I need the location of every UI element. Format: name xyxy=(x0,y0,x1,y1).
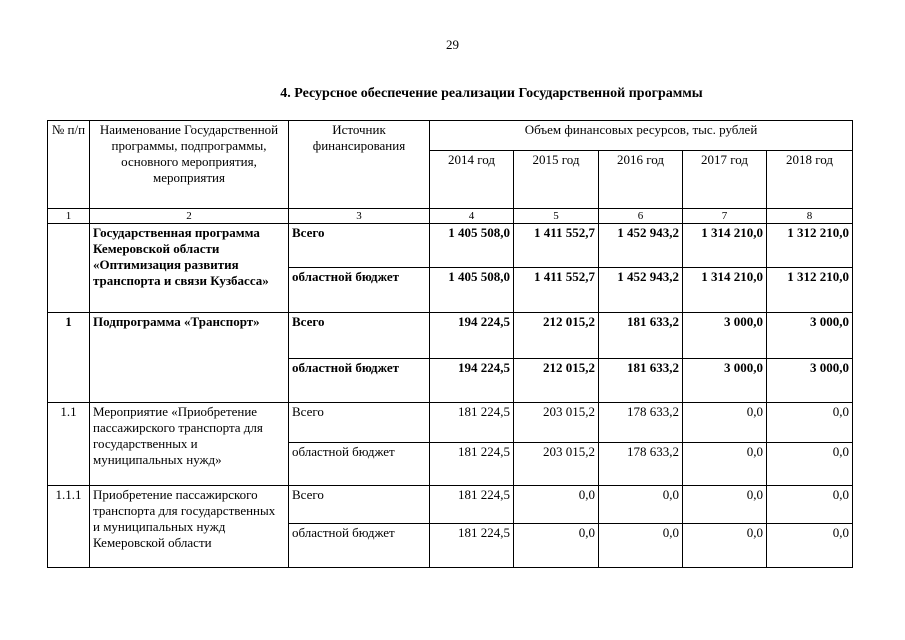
row-name: Подпрограмма «Транспорт» xyxy=(90,313,289,403)
amount-cell: 0,0 xyxy=(683,403,767,443)
funding-source: областной бюджет xyxy=(289,268,430,313)
amount-cell: 1 411 552,7 xyxy=(514,224,599,268)
amount-cell: 181 224,5 xyxy=(430,524,514,568)
amount-cell: 0,0 xyxy=(683,443,767,486)
column-index: 2 xyxy=(90,209,289,224)
amount-cell: 181 224,5 xyxy=(430,403,514,443)
amount-cell: 3 000,0 xyxy=(683,359,767,403)
column-index: 6 xyxy=(599,209,683,224)
amount-cell: 203 015,2 xyxy=(514,403,599,443)
amount-cell: 0,0 xyxy=(767,524,853,568)
amount-cell: 0,0 xyxy=(514,524,599,568)
amount-cell: 0,0 xyxy=(683,486,767,524)
amount-cell: 212 015,2 xyxy=(514,359,599,403)
funding-source: Всего xyxy=(289,403,430,443)
header-row xyxy=(48,121,853,151)
column-index-row xyxy=(48,209,853,224)
column-index: 3 xyxy=(289,209,430,224)
amount-cell: 0,0 xyxy=(514,486,599,524)
amount-cell: 1 405 508,0 xyxy=(430,268,514,313)
funding-source: областной бюджет xyxy=(289,359,430,403)
header-source: Источник финансирования xyxy=(289,121,430,209)
table-row xyxy=(48,313,853,359)
header-year: 2014 год xyxy=(430,151,514,209)
header-volume: Объем финансовых ресурсов, тыс. рублей xyxy=(430,121,853,151)
funding-source: Всего xyxy=(289,486,430,524)
amount-cell: 181 224,5 xyxy=(430,443,514,486)
row-name: Приобретение пассажирского транспорта для государственных и муниципальных нужд Кемеровской области xyxy=(90,486,289,568)
column-index: 5 xyxy=(514,209,599,224)
header-year: 2015 год xyxy=(514,151,599,209)
section-title: 4. Ресурсное обеспечение реализации Государственной программы xyxy=(280,86,703,101)
amount-cell: 194 224,5 xyxy=(430,359,514,403)
amount-cell: 181 633,2 xyxy=(599,359,683,403)
row-name: Мероприятие «Приобретение пассажирского транспорта для государственных и муниципальных нужд» xyxy=(90,403,289,486)
amount-cell: 212 015,2 xyxy=(514,313,599,359)
column-index: 8 xyxy=(767,209,853,224)
column-index: 1 xyxy=(48,209,90,224)
page-number: 29 xyxy=(446,37,459,52)
row-number xyxy=(48,224,90,313)
amount-cell: 0,0 xyxy=(767,443,853,486)
header-num: № п/п xyxy=(48,121,90,209)
funding-source: областной бюджет xyxy=(289,443,430,486)
amount-cell: 194 224,5 xyxy=(430,313,514,359)
column-index: 4 xyxy=(430,209,514,224)
amount-cell: 1 405 508,0 xyxy=(430,224,514,268)
row-number: 1 xyxy=(48,313,90,403)
header-year: 2016 год xyxy=(599,151,683,209)
amount-cell: 1 452 943,2 xyxy=(599,268,683,313)
funding-source: областной бюджет xyxy=(289,524,430,568)
amount-cell: 0,0 xyxy=(683,524,767,568)
row-name: Государственная программа Кемеровской области «Оптимизация развития транспорта и связи Кузбасса» xyxy=(90,224,289,313)
resource-table xyxy=(47,120,853,568)
amount-cell: 178 633,2 xyxy=(599,403,683,443)
amount-cell: 1 411 552,7 xyxy=(514,268,599,313)
column-index: 7 xyxy=(683,209,767,224)
amount-cell: 0,0 xyxy=(767,486,853,524)
amount-cell: 178 633,2 xyxy=(599,443,683,486)
amount-cell: 1 314 210,0 xyxy=(683,224,767,268)
amount-cell: 3 000,0 xyxy=(683,313,767,359)
header-name: Наименование Государственной программы, подпрограммы, основного мероприятия, мероприятия xyxy=(90,121,289,209)
amount-cell: 1 314 210,0 xyxy=(683,268,767,313)
amount-cell: 181 224,5 xyxy=(430,486,514,524)
amount-cell: 3 000,0 xyxy=(767,313,853,359)
row-number: 1.1 xyxy=(48,403,90,486)
amount-cell: 203 015,2 xyxy=(514,443,599,486)
funding-source: Всего xyxy=(289,224,430,268)
table-row xyxy=(48,403,853,443)
header-year: 2018 год xyxy=(767,151,853,209)
funding-source: Всего xyxy=(289,313,430,359)
table-row xyxy=(48,224,853,268)
header-year: 2017 год xyxy=(683,151,767,209)
table-row xyxy=(48,486,853,524)
amount-cell: 0,0 xyxy=(767,403,853,443)
amount-cell: 1 312 210,0 xyxy=(767,224,853,268)
amount-cell: 3 000,0 xyxy=(767,359,853,403)
amount-cell: 181 633,2 xyxy=(599,313,683,359)
amount-cell: 1 312 210,0 xyxy=(767,268,853,313)
amount-cell: 0,0 xyxy=(599,524,683,568)
amount-cell: 0,0 xyxy=(599,486,683,524)
row-number: 1.1.1 xyxy=(48,486,90,568)
amount-cell: 1 452 943,2 xyxy=(599,224,683,268)
